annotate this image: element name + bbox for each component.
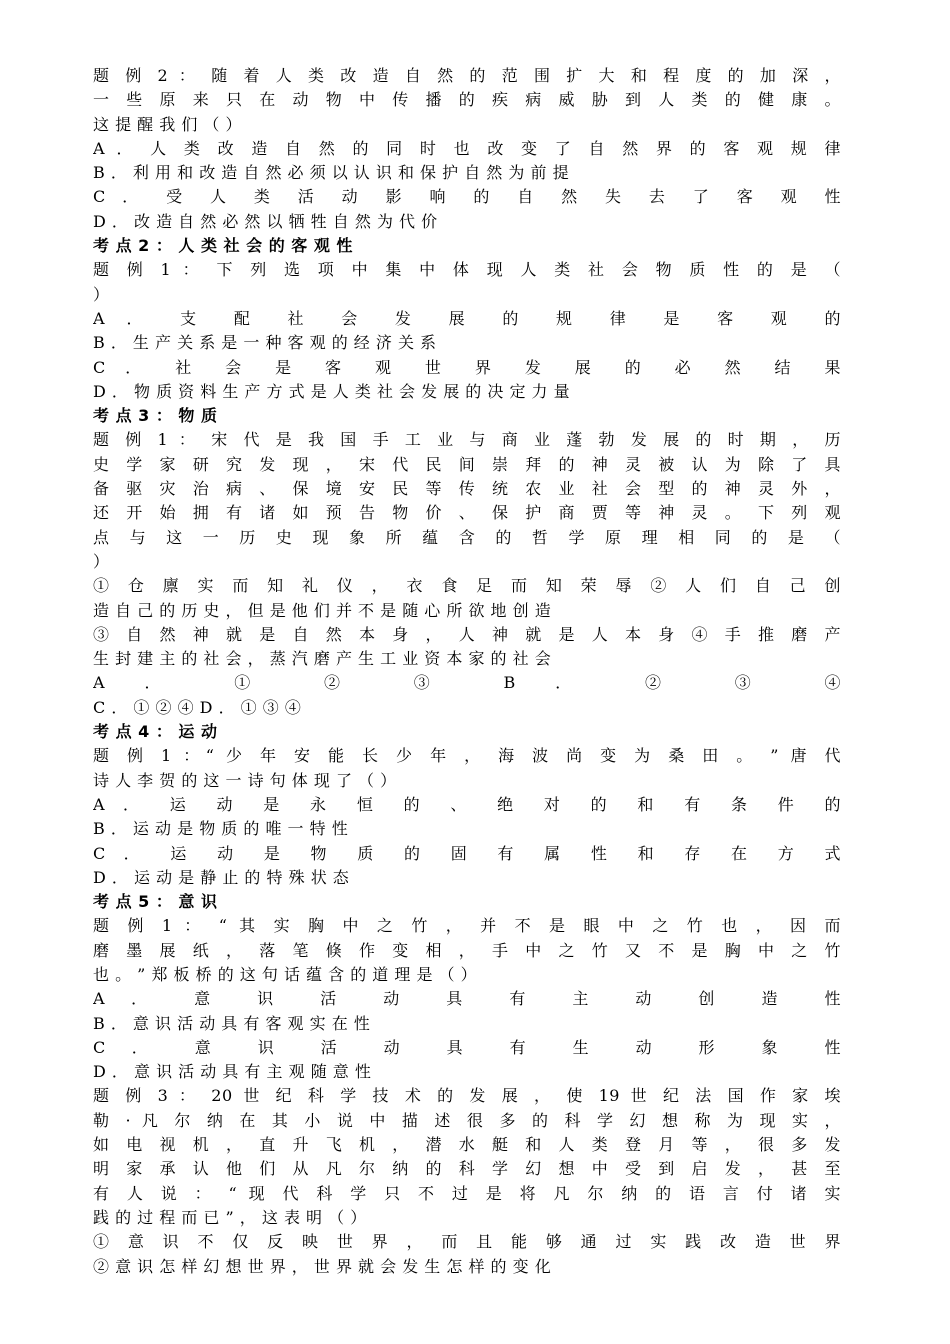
text-line: B ． 运 动 是 物 质 的 唯 一 特 性 bbox=[93, 819, 349, 839]
text-line: 题 例 1 ：“ 少 年 安 能 长 少 年 ， 海 波 尚 变 为 桑 田 。 ” 唐 代 bbox=[93, 746, 841, 766]
text-line: 史 学 家 研 究 发 现 ， 宋 代 民 间 崇 拜 的 神 灵 被 认 为 除 了 具 bbox=[93, 454, 841, 474]
text-line: ） bbox=[93, 284, 110, 304]
text-line: ） bbox=[93, 551, 110, 571]
text-line: ① 仓 廪 实 而 知 礼 仪 ， 衣 食 足 而 知 荣 辱 ② 人 们 自 己 创 bbox=[93, 576, 841, 596]
text-line: ① 意 识 不 仅 反 映 世 界 ， 而 且 能 够 通 过 实 践 改 造 世 界 bbox=[93, 1232, 841, 1252]
text-line: D ． 改 造 自 然 必 然 以 牺 牲 自 然 为 代 价 bbox=[93, 211, 438, 231]
text-line: B ． 意 识 活 动 具 有 客 观 实 在 性 bbox=[93, 1013, 371, 1033]
section-heading: 考 点 3 ： 物 质 bbox=[93, 406, 218, 426]
section-heading: 考 点 2 ： 人 类 社 会 的 客 观 性 bbox=[93, 236, 353, 256]
text-line: A ． 意 识 活 动 具 有 主 动 创 造 性 bbox=[93, 989, 841, 1009]
text-line: ② 意 识 怎 样 幻 想 世 界 ， 世 界 就 会 发 生 怎 样 的 变 化 bbox=[93, 1256, 552, 1276]
text-line: A ． ① ② ③ B ． ② ③ ④ bbox=[93, 673, 841, 693]
text-line: 题 例 2 ： 随 着 人 类 改 造 自 然 的 范 围 扩 大 和 程 度 的 加 深 ， bbox=[93, 66, 841, 85]
text-line: 这 提 醒 我 们 （ ） bbox=[93, 114, 243, 134]
text-line: 题 例 1 ： “ 其 实 胸 中 之 竹 ， 并 不 是 眼 中 之 竹 也 ， 因 而 bbox=[93, 916, 841, 936]
text-line: 题 例 3 ： 20 世 纪 科 学 技 术 的 发 展 ， 使 19 世 纪 法 国 作 家 埃 bbox=[93, 1086, 841, 1106]
text-line: 有 人 说 ： “ 现 代 科 学 只 不 过 是 将 凡 尔 纳 的 语 言 付 诸 实 bbox=[93, 1183, 841, 1203]
text-line: 备 驱 灾 治 病 、 保 境 安 民 等 传 统 农 业 社 会 型 的 神 灵 外 ， bbox=[93, 479, 841, 499]
text-line: A ． 支 配 社 会 发 展 的 规 律 是 客 观 的 bbox=[93, 308, 841, 328]
text-line: C ． 社 会 是 客 观 世 界 发 展 的 必 然 结 果 bbox=[93, 357, 841, 377]
text-line: 磨 墨 展 纸 ， 落 笔 倏 作 变 相 ， 手 中 之 竹 又 不 是 胸 中 之 竹 bbox=[93, 940, 841, 960]
text-line: 也 。 ” 郑 板 桥 的 这 句 话 蕴 含 的 道 理 是 （ ） bbox=[93, 964, 478, 984]
text-line: 题 例 1 ： 宋 代 是 我 国 手 工 业 与 商 业 蓬 勃 发 展 的 时 期 ， 历 bbox=[93, 430, 841, 450]
text-line: ③ 自 然 神 就 是 自 然 本 身 ， 人 神 就 是 人 本 身 ④ 手 推 磨 产 bbox=[93, 624, 841, 644]
text-line: B ． 利 用 和 改 造 自 然 必 须 以 认 识 和 保 护 自 然 为 前 提 bbox=[93, 163, 570, 183]
text-line: 践 的 过 程 而 已 ” ， 这 表 明 （ ） bbox=[93, 1207, 367, 1227]
text-line: C ． ① ② ④ D ． ① ③ ④ bbox=[93, 697, 302, 717]
section-heading: 考 点 4 ： 运 动 bbox=[93, 722, 218, 742]
text-line: 诗 人 李 贺 的 这 一 诗 句 体 现 了 （ ） bbox=[93, 770, 397, 790]
text-line: 如 电 视 机 ， 直 升 飞 机 ， 潜 水 艇 和 人 类 登 月 等 ， 很 多 发 bbox=[93, 1135, 841, 1155]
text-line: 一 些 原 来 只 在 动 物 中 传 播 的 疾 病 威 胁 到 人 类 的 健 康 。 bbox=[93, 90, 841, 110]
document-body bbox=[93, 64, 841, 1279]
text-line: 勒 · 凡 尔 纳 在 其 小 说 中 描 述 很 多 的 科 学 幻 想 称 为 现 实 ， bbox=[93, 1110, 841, 1130]
text-line: 生 封 建 主 的 社 会 ， 蒸 汽 磨 产 生 工 业 资 本 家 的 社 会 bbox=[93, 649, 552, 669]
text-line: 题 例 1 ： 下 列 选 项 中 集 中 体 现 人 类 社 会 物 质 性 的 是 （ bbox=[93, 260, 841, 280]
text-line: A ． 运 动 是 永 恒 的 、 绝 对 的 和 有 条 件 的 bbox=[93, 794, 841, 814]
text-line: C ． 意 识 活 动 具 有 生 动 形 象 性 bbox=[93, 1037, 841, 1057]
text-line: 明 家 承 认 他 们 从 凡 尔 纳 的 科 学 幻 想 中 受 到 启 发 ， 甚 至 bbox=[93, 1159, 841, 1179]
section-heading: 考 点 5 ： 意 识 bbox=[93, 892, 218, 912]
text-line: 点 与 这 一 历 史 现 象 所 蕴 含 的 哲 学 原 理 相 同 的 是 （ bbox=[93, 527, 841, 547]
text-line: 还 开 始 拥 有 诸 如 预 告 物 价 、 保 护 商 贾 等 神 灵 。 下 列 观 bbox=[93, 503, 841, 523]
text-line: A ． 人 类 改 造 自 然 的 同 时 也 改 变 了 自 然 界 的 客 观 规 律 bbox=[93, 138, 841, 158]
text-line: C ． 运 动 是 物 质 的 固 有 属 性 和 存 在 方 式 bbox=[93, 843, 841, 863]
text-line: C ． 受 人 类 活 动 影 响 的 自 然 失 去 了 客 观 性 bbox=[93, 187, 841, 207]
text-line: D ． 运 动 是 静 止 的 特 殊 状 态 bbox=[93, 867, 350, 887]
text-line: D ． 物 质 资 料 生 产 方 式 是 人 类 社 会 发 展 的 决 定 力 量 bbox=[93, 381, 571, 401]
text-line: B ． 生 产 关 系 是 一 种 客 观 的 经 济 关 系 bbox=[93, 333, 437, 353]
text-line: 造 自 己 的 历 史 ， 但 是 他 们 并 不 是 随 心 所 欲 地 创 造 bbox=[93, 600, 552, 620]
text-line: D ． 意 识 活 动 具 有 主 观 随 意 性 bbox=[93, 1062, 372, 1082]
